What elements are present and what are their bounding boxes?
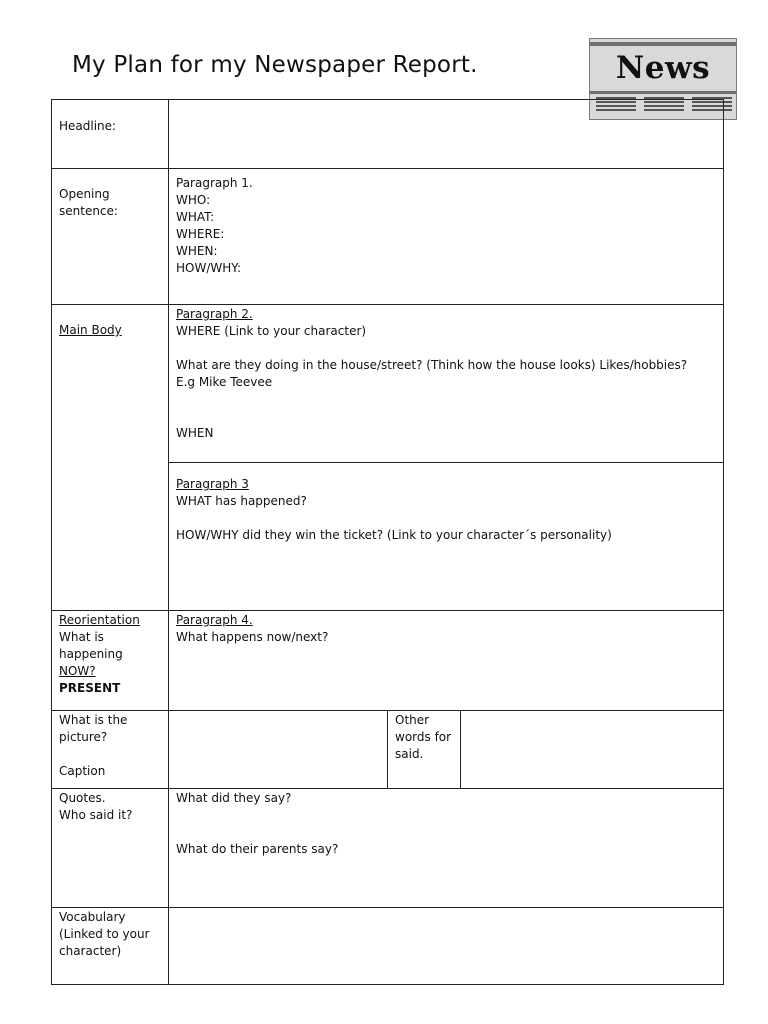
what-prompt: WHAT:	[176, 210, 215, 224]
when-prompt: WHEN:	[176, 244, 218, 258]
paragraph-4-field[interactable]	[169, 611, 724, 711]
vocabulary-row	[52, 908, 724, 985]
other-words-field[interactable]	[461, 711, 724, 789]
how-won-prompt: HOW/WHY did they win the ticket? (Link to your character´s personality)	[176, 528, 612, 542]
paragraph-2-field[interactable]	[169, 305, 724, 463]
what-said-prompt: What did they say?	[176, 791, 292, 805]
where-prompt: WHERE:	[176, 227, 225, 241]
where-link-prompt: WHERE (Link to your character)	[176, 324, 367, 338]
how-why-prompt: HOW/WHY:	[176, 261, 242, 275]
paragraph-3-heading: Paragraph 3	[176, 477, 249, 491]
vocabulary-field[interactable]	[169, 908, 724, 985]
quotes-label: Quotes.	[59, 791, 106, 805]
caption-label: Caption	[59, 764, 106, 778]
page-title: My Plan for my Newspaper Report.	[72, 52, 478, 78]
headline-row	[52, 100, 724, 169]
vocabulary-label: Vocabulary (Linked to your character)	[52, 908, 169, 985]
when-label: WHEN	[176, 426, 214, 440]
opening-label: Opening sentence:	[52, 169, 169, 305]
logo-mid-band	[590, 91, 736, 94]
headline-label: Headline:	[52, 100, 169, 169]
opening-row	[52, 169, 724, 305]
logo-top-band	[590, 42, 736, 46]
who-said-label: Who said it?	[59, 808, 133, 822]
reorientation-label-cell	[52, 611, 169, 711]
doing-question: What are they doing in the house/street? (Think how the house looks) Likes/hobbies?	[176, 358, 688, 372]
quotes-field[interactable]	[169, 789, 724, 908]
next-prompt: What happens now/next?	[176, 630, 329, 644]
quotes-row	[52, 789, 724, 908]
paragraph-4-heading: Paragraph 4.	[176, 613, 253, 627]
reorientation-heading: Reorientation	[59, 613, 140, 627]
reorientation-now: NOW?	[59, 664, 96, 678]
example-text: E.g Mike Teevee	[176, 375, 273, 389]
picture-field[interactable]	[169, 711, 388, 789]
paragraph-3-field[interactable]	[169, 463, 724, 611]
picture-label-cell	[52, 711, 169, 789]
main-body-label: Main Body	[59, 323, 122, 337]
paragraph-1-heading: Paragraph 1.	[176, 176, 253, 190]
main-body-row-1	[52, 305, 724, 463]
picture-row	[52, 711, 724, 789]
plan-table	[51, 99, 724, 985]
main-body-label-cell	[52, 305, 169, 611]
what-happened-prompt: WHAT has happened?	[176, 494, 307, 508]
parents-say-prompt: What do their parents say?	[176, 842, 339, 856]
logo-word: News	[615, 50, 711, 86]
reorientation-question: What is happening	[59, 630, 123, 661]
other-words-label: Other words for said.	[388, 711, 461, 789]
opening-field[interactable]	[169, 169, 724, 305]
headline-field[interactable]	[169, 100, 724, 169]
quotes-label-cell	[52, 789, 169, 908]
who-prompt: WHO:	[176, 193, 211, 207]
reorientation-present: PRESENT	[59, 681, 121, 695]
paragraph-2-heading: Paragraph 2.	[176, 307, 253, 321]
picture-label: What is the picture?	[59, 713, 128, 744]
reorientation-row	[52, 611, 724, 711]
